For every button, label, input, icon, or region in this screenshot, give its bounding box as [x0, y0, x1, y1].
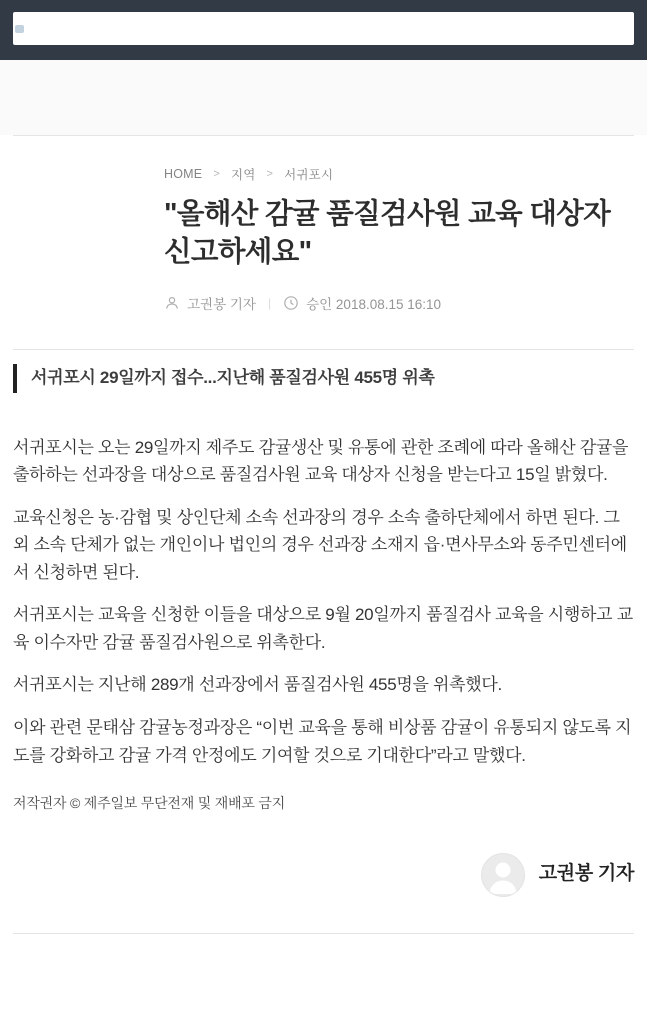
article-paragraph: 교육신청은 농·감협 및 상인단체 소속 선과장의 경우 소속 출하단체에서 하면 된다. 그 외 소속 단체가 없는 개인이나 법인의 경우 선과장 소재지 읍·면사무소와 동주민센터에서 신청하면 된다. [13, 507, 627, 582]
article-body [13, 434, 634, 769]
breadcrumb-subsection[interactable]: 서귀포시 [284, 168, 334, 182]
divider-under-byline [13, 349, 634, 350]
subtitle-accent-bar [13, 364, 17, 392]
breadcrumb-home[interactable]: HOME [164, 167, 203, 181]
article-paragraph: 이와 관련 문태삼 감귤농정과장은 “이번 교육을 통해 비상품 감귤이 유통되지 않도록 지도를 강화하고 감귤 가격 안정에도 기여할 것으로 기대한다”라고 말했다. [13, 717, 632, 765]
chevron-right-icon: > [213, 168, 220, 180]
author-name[interactable]: 고권봉 기자 [538, 863, 634, 885]
person-icon [164, 295, 180, 311]
byline [164, 293, 634, 313]
bottom-spacer [0, 934, 647, 1014]
header-band [0, 60, 647, 135]
article-title: "올해산 감귤 품질검사원 교육 대상자 신고하세요" [164, 198, 611, 269]
breadcrumb-section[interactable]: 지역 [230, 168, 256, 182]
article-paragraph: 서귀포시는 교육을 신청한 이들을 대상으로 9월 20일까지 품질검사 교육을 시행하고 교육 이수자만 감귤 품질검사원으로 위촉한다. [13, 605, 633, 652]
article-paragraph: 서귀포시는 오는 29일까지 제주도 감귤생산 및 유통에 관한 조례에 따라 올해산 감귤을 출하하는 선과장을 대상으로 품질검사원 교육 대상자 신청을 받는다고 15일 밝혔다. [13, 437, 629, 485]
reporter-name[interactable]: 고권봉 기자 [187, 297, 256, 313]
top-bar [0, 0, 647, 60]
small-blue-mark-icon [15, 25, 24, 33]
approved-timestamp: 승인 2018.08.15 16:10 [306, 297, 442, 313]
byline-separator: | [267, 296, 272, 311]
author-card[interactable] [13, 853, 634, 897]
copyright-notice: 저작권자 © 제주일보 무단전재 및 재배포 금지 [13, 795, 286, 812]
article-subtitle-block [13, 364, 634, 392]
article-header [164, 136, 634, 313]
chevron-right-icon: > [266, 168, 274, 180]
article-paragraph: 서귀포시는 지난해 289개 선과장에서 품질검사원 455명을 위촉했다. [13, 675, 502, 695]
breadcrumb [164, 136, 634, 183]
clock-icon [283, 295, 299, 311]
header-search-box[interactable] [13, 12, 634, 45]
article-subtitle: 서귀포시 29일까지 접수...지난해 품질검사원 455명 위촉 [31, 368, 435, 388]
author-avatar[interactable] [481, 853, 525, 897]
